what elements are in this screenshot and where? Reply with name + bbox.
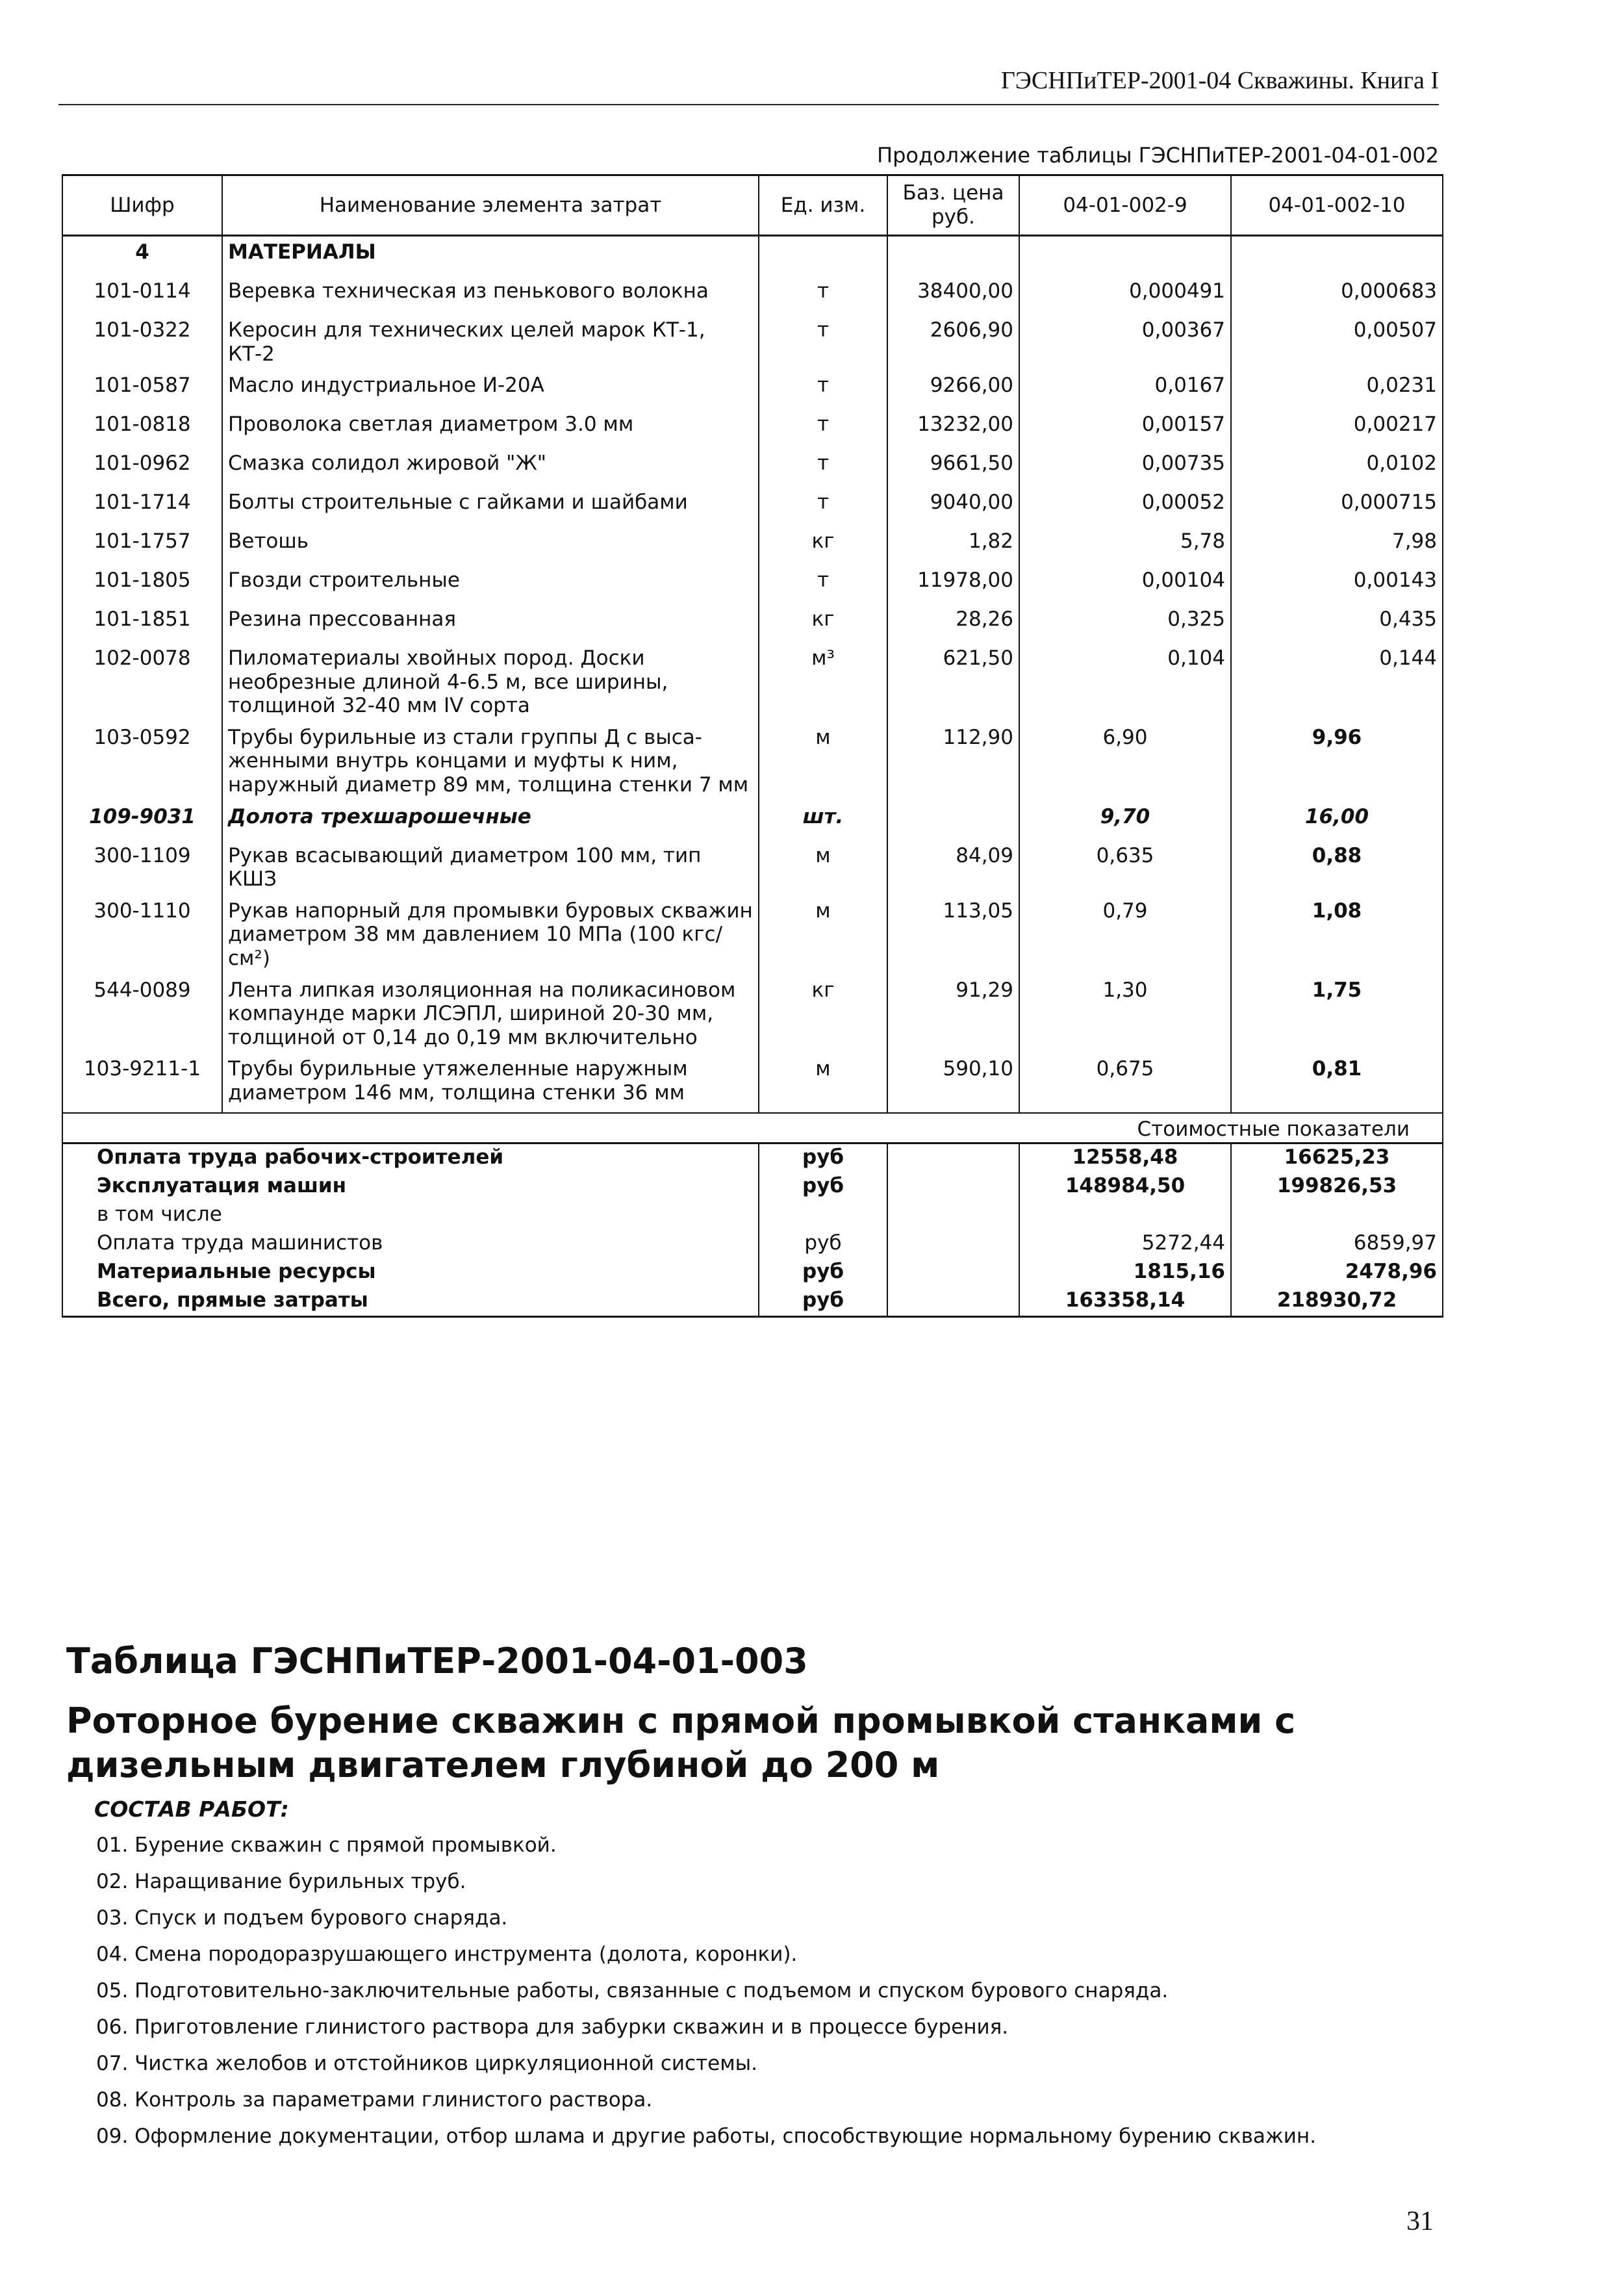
- row-value-2: 7,98: [1231, 526, 1443, 565]
- row-code: 101-1851: [62, 604, 222, 643]
- row-code: 101-1757: [62, 526, 222, 565]
- row-price: 590,10: [887, 1053, 1019, 1113]
- work-item: 08. Контроль за параметрами глинистого раствора.: [96, 2088, 653, 2112]
- cost-unit: руб: [759, 1230, 887, 1258]
- work-item: 09. Оформление документации, отбор шлама и другие работы, способствующие нормальному бурению скважин.: [96, 2125, 1317, 2148]
- cost-name: в том числе: [62, 1201, 759, 1230]
- section-name: МАТЕРИАЛЫ: [222, 236, 759, 276]
- row-name: Лента липкая изоляционная на поликасиновом компаунде марки ЛСЭПЛ, шириной 20-30 мм, толщиной от 0,14 до 0,19 мм включительно: [222, 975, 759, 1054]
- work-item: 05. Подготовительно-заключительные работы, связанные с подъемом и спуском бурового снаряда.: [96, 1979, 1169, 2002]
- row-value-2: 0,000715: [1231, 487, 1443, 526]
- resource-table: [62, 174, 1443, 1318]
- row-value-2: 9,96: [1231, 722, 1443, 801]
- table-row: [62, 604, 1443, 643]
- cost-row: [62, 1173, 1443, 1201]
- row-code: 101-0818: [62, 409, 222, 448]
- row-value-2: 0,0231: [1231, 370, 1443, 409]
- row-price: 1,82: [887, 526, 1019, 565]
- cost-value-1: 163358,14: [1019, 1287, 1231, 1317]
- table-row: [62, 526, 1443, 565]
- row-unit: т: [759, 487, 887, 526]
- row-code: 101-0587: [62, 370, 222, 409]
- cost-value-2: 16625,23: [1231, 1144, 1443, 1173]
- row-price: [887, 801, 1019, 840]
- table-row: [62, 448, 1443, 487]
- row-name: Рукав всасывающий диаметром 100 мм, тип КШЗ: [222, 840, 759, 895]
- row-price: 113,05: [887, 895, 1019, 975]
- row-value-2: 0,00217: [1231, 409, 1443, 448]
- table-row: [62, 1053, 1443, 1113]
- cost-row: [62, 1258, 1443, 1287]
- row-value-2: 0,0102: [1231, 448, 1443, 487]
- row-unit: т: [759, 370, 887, 409]
- row-value-2: 0,000683: [1231, 275, 1443, 314]
- row-unit: т: [759, 275, 887, 314]
- table-row: [62, 840, 1443, 895]
- cost-value-1: 5272,44: [1019, 1230, 1231, 1258]
- page-header: ГЭСНПиТЕР-2001-04 Скважины. Книга I: [1000, 67, 1439, 94]
- row-value-1: 0,325: [1019, 604, 1231, 643]
- row-unit: т: [759, 565, 887, 604]
- row-value-2: 0,00507: [1231, 314, 1443, 370]
- row-name: Долота трехшарошечные: [222, 801, 759, 840]
- header-col2: 04-01-002-10: [1231, 175, 1443, 236]
- row-code: 300-1110: [62, 895, 222, 975]
- row-value-1: 0,675: [1019, 1053, 1231, 1113]
- table-row: [62, 409, 1443, 448]
- row-name: Веревка техническая из пенькового волокна: [222, 275, 759, 314]
- cost-value-1: [1019, 1201, 1231, 1230]
- work-item: 02. Наращивание бурильных труб.: [96, 1870, 466, 1893]
- row-unit: м: [759, 1053, 887, 1113]
- table-row: [62, 565, 1443, 604]
- table-title: Таблица ГЭСНПиТЕР-2001-04-01-003: [66, 1641, 808, 1681]
- row-value-1: 0,00104: [1019, 565, 1231, 604]
- row-value-1: 0,00157: [1019, 409, 1231, 448]
- cost-value-2: 218930,72: [1231, 1287, 1443, 1317]
- row-value-1: 1,30: [1019, 975, 1231, 1054]
- row-price: 91,29: [887, 975, 1019, 1054]
- row-name: Рукав напорный для промывки буровых скважин диаметром 38 мм давлением 10 МПа (100 кгс/см²): [222, 895, 759, 975]
- row-price: 38400,00: [887, 275, 1019, 314]
- cost-value-2: 6859,97: [1231, 1230, 1443, 1258]
- row-name: Проволока светлая диаметром 3.0 мм: [222, 409, 759, 448]
- row-value-2: 0,435: [1231, 604, 1443, 643]
- row-unit: шт.: [759, 801, 887, 840]
- cost-value-1: 12558,48: [1019, 1144, 1231, 1173]
- cost-name: Оплата труда машинистов: [62, 1230, 759, 1258]
- cost-value-2: [1231, 1201, 1443, 1230]
- row-unit: т: [759, 314, 887, 370]
- header-rule: [58, 104, 1439, 105]
- row-price: 621,50: [887, 643, 1019, 722]
- row-name: Смазка солидол жировой "Ж": [222, 448, 759, 487]
- row-price: 9661,50: [887, 448, 1019, 487]
- row-price: 9040,00: [887, 487, 1019, 526]
- row-value-2: 1,75: [1231, 975, 1443, 1054]
- row-unit: кг: [759, 604, 887, 643]
- header-unit: Ед. изм.: [759, 175, 887, 236]
- row-code: 102-0078: [62, 643, 222, 722]
- row-value-1: 0,635: [1019, 840, 1231, 895]
- table-header-row: [62, 175, 1443, 236]
- row-name: Пиломатериалы хвойных пород. Доски необрезные длиной 4-6.5 м, все ширины, толщиной 32-40 мм IV сорта: [222, 643, 759, 722]
- row-value-1: 0,00052: [1019, 487, 1231, 526]
- row-name: Масло индустриальное И-20А: [222, 370, 759, 409]
- row-unit: т: [759, 448, 887, 487]
- row-code: 103-0592: [62, 722, 222, 801]
- row-name: Болты строительные с гайками и шайбами: [222, 487, 759, 526]
- row-name: Трубы бурильные утяжеленные наружным диаметром 146 мм, толщина стенки 36 мм: [222, 1053, 759, 1113]
- row-value-2: 0,88: [1231, 840, 1443, 895]
- header-name: Наименование элемента затрат: [222, 175, 759, 236]
- work-composition-label: СОСТАВ РАБОТ:: [94, 1796, 289, 1822]
- cost-value-1: 148984,50: [1019, 1173, 1231, 1201]
- cost-value-2: 199826,53: [1231, 1173, 1443, 1201]
- row-code: 101-1805: [62, 565, 222, 604]
- row-value-2: 0,81: [1231, 1053, 1443, 1113]
- table-row: [62, 722, 1443, 801]
- row-price: 84,09: [887, 840, 1019, 895]
- cost-value-1: 1815,16: [1019, 1258, 1231, 1287]
- cost-unit: руб: [759, 1173, 887, 1201]
- row-unit: м: [759, 840, 887, 895]
- row-value-1: 0,104: [1019, 643, 1231, 722]
- row-price: 112,90: [887, 722, 1019, 801]
- row-value-2: 0,144: [1231, 643, 1443, 722]
- row-value-2: 1,08: [1231, 895, 1443, 975]
- row-name: Керосин для технических целей марок КТ-1, КТ-2: [222, 314, 759, 370]
- row-value-1: 0,00735: [1019, 448, 1231, 487]
- work-item: 01. Бурение скважин с прямой промывкой.: [96, 1833, 557, 1857]
- row-code: 103-9211-1: [62, 1053, 222, 1113]
- row-unit: кг: [759, 975, 887, 1054]
- row-code: 101-0114: [62, 275, 222, 314]
- table-row: [62, 487, 1443, 526]
- row-price: 11978,00: [887, 565, 1019, 604]
- row-price: 28,26: [887, 604, 1019, 643]
- work-item: 04. Смена породоразрушающего инструмента (долота, коронки).: [96, 1943, 798, 1966]
- table-row: [62, 370, 1443, 409]
- section-code: 4: [62, 236, 222, 276]
- cost-row: [62, 1287, 1443, 1317]
- row-value-1: 0,0167: [1019, 370, 1231, 409]
- table-row: [62, 895, 1443, 975]
- row-value-1: 5,78: [1019, 526, 1231, 565]
- row-unit: м: [759, 722, 887, 801]
- cost-unit: руб: [759, 1144, 887, 1173]
- cost-unit: руб: [759, 1287, 887, 1317]
- header-code: Шифр: [62, 175, 222, 236]
- cost-row: [62, 1230, 1443, 1258]
- cost-value-2: 2478,96: [1231, 1258, 1443, 1287]
- cost-row: [62, 1144, 1443, 1173]
- row-name: Гвозди строительные: [222, 565, 759, 604]
- row-value-1: 0,79: [1019, 895, 1231, 975]
- row-value-2: 16,00: [1231, 801, 1443, 840]
- row-price: 13232,00: [887, 409, 1019, 448]
- cost-unit: [759, 1201, 887, 1230]
- row-name: Трубы бурильные из стали группы Д с выса-женными внутрь концами и муфты к ним, наружный диаметр 89 мм, толщина стенки 7 мм: [222, 722, 759, 801]
- work-item: 06. Приготовление глинистого раствора для забурки скважин и в процессе бурения.: [96, 2015, 1009, 2039]
- row-code: 101-0322: [62, 314, 222, 370]
- row-unit: т: [759, 409, 887, 448]
- row-code: 101-1714: [62, 487, 222, 526]
- cost-row: [62, 1201, 1443, 1230]
- row-value-1: 0,000491: [1019, 275, 1231, 314]
- page-number: 31: [1406, 2206, 1434, 2236]
- row-price: 9266,00: [887, 370, 1019, 409]
- row-value-1: 0,00367: [1019, 314, 1231, 370]
- table-subtitle: Роторное бурение скважин с прямой промывкой станками с дизельным двигателем глубиной до 200 м: [66, 1700, 1296, 1785]
- row-name: Резина прессованная: [222, 604, 759, 643]
- row-unit: м: [759, 895, 887, 975]
- table-row: [62, 643, 1443, 722]
- table-continuation-note: Продолжение таблицы ГЭСНПиТЕР-2001-04-01-002: [877, 143, 1439, 168]
- row-unit: кг: [759, 526, 887, 565]
- row-code: 300-1109: [62, 840, 222, 895]
- cost-unit: руб: [759, 1258, 887, 1287]
- table-row: [62, 314, 1443, 370]
- cost-name: Всего, прямые затраты: [62, 1287, 759, 1317]
- row-code: 101-0962: [62, 448, 222, 487]
- cost-name: Оплата труда рабочих-строителей: [62, 1144, 759, 1173]
- cost-name: Эксплуатация машин: [62, 1173, 759, 1201]
- header-price: Баз. цена руб.: [887, 175, 1019, 236]
- row-code: 109-9031: [62, 801, 222, 840]
- table-row: [62, 275, 1443, 314]
- cost-header-label: Стоимостные показатели: [62, 1113, 1443, 1144]
- row-value-2: 0,00143: [1231, 565, 1443, 604]
- header-col1: 04-01-002-9: [1019, 175, 1231, 236]
- row-price: 2606,90: [887, 314, 1019, 370]
- row-value-1: 6,90: [1019, 722, 1231, 801]
- work-item: 07. Чистка желобов и отстойников циркуляционной системы.: [96, 2052, 757, 2075]
- table-row: [62, 975, 1443, 1054]
- section-row: [62, 236, 1443, 276]
- cost-name: Материальные ресурсы: [62, 1258, 759, 1287]
- row-unit: м³: [759, 643, 887, 722]
- row-name: Ветошь: [222, 526, 759, 565]
- row-code: 544-0089: [62, 975, 222, 1054]
- row-value-1: 9,70: [1019, 801, 1231, 840]
- cost-header-row: [62, 1113, 1443, 1144]
- table-row: [62, 801, 1443, 840]
- work-list: [96, 1827, 1316, 2154]
- work-item: 03. Спуск и подъем бурового снаряда.: [96, 1906, 508, 1930]
